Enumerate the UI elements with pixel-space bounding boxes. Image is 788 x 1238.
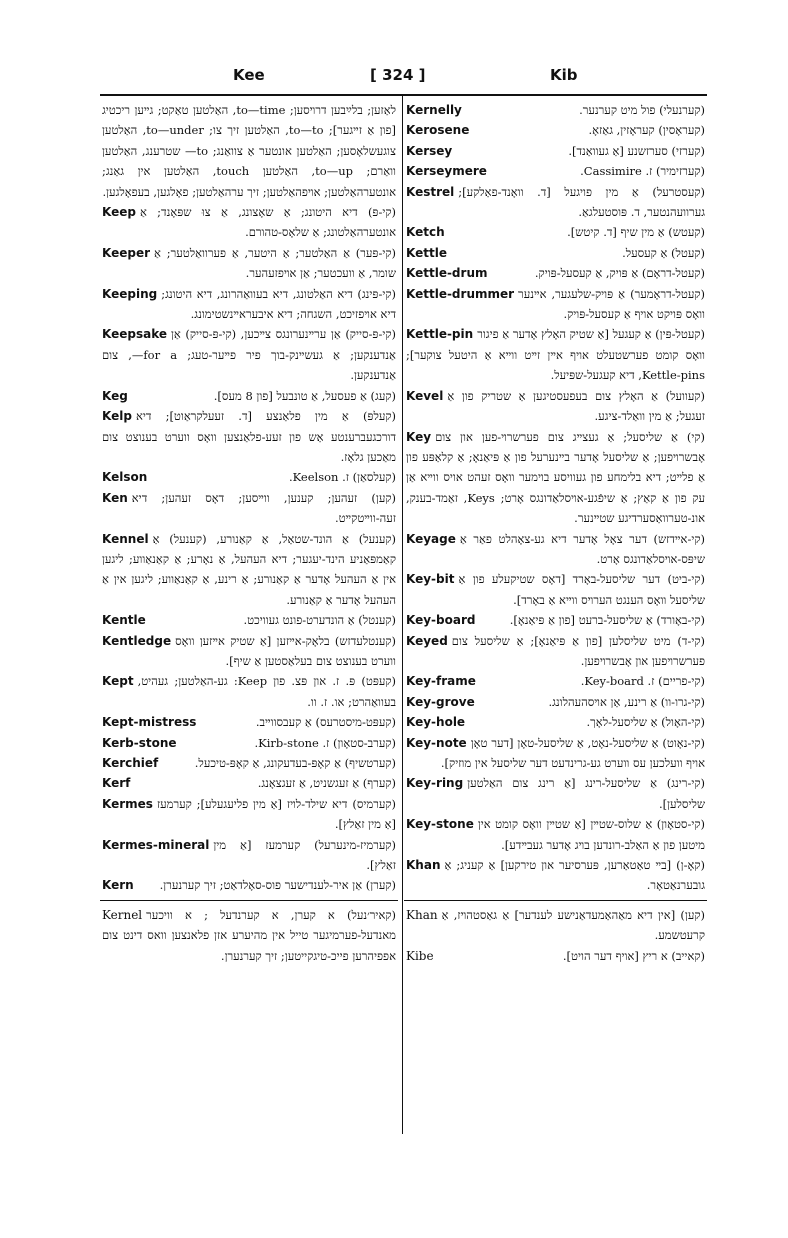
entry-definition: (קי-נאָוט) אַ שליסעל-נאָט, אַ שליסעל-טאָן [דער טאָן אויף וועלכען עס ווערט גע-גרינדעט דער שליסעל אין מוזיק]. xyxy=(440,735,705,770)
entry-headword: Kern xyxy=(102,878,134,893)
entry-definition: (קי-רינג) אַ שליסעל-רינג [אַ רינג צום האַלטען שליסלען]. xyxy=(467,776,705,811)
dictionary-entry xyxy=(100,386,398,406)
dictionary-entry xyxy=(100,773,398,793)
dictionary-entry xyxy=(100,875,398,895)
entry-headword: Key-frame xyxy=(406,674,476,689)
dictionary-entry xyxy=(100,406,398,467)
dictionary-entry xyxy=(404,712,707,732)
dictionary-entry xyxy=(100,733,398,753)
entry-headword: Kernel xyxy=(102,907,143,922)
entry-headword: Keep xyxy=(102,205,136,220)
entry-headword: Kentle xyxy=(102,613,146,628)
entry-headword: Kibe xyxy=(406,948,434,963)
entry-definition: (קעטל-דראָמער) אַ פּויק-שלעגער, אײנער וואָס פּויקט אויף אַ קעסעל-פּויק. xyxy=(518,286,705,322)
entry-definition: (קען) זעהען; קענען, ווײסען; דאָס זעהען; דיא זעה-ווײטקײט. xyxy=(131,490,396,526)
dictionary-entry xyxy=(100,753,398,773)
entry-headword: Khan xyxy=(406,858,441,873)
entry-definition: (קענעל) אַ הונד-שטאַל, אַ קאַנורע, (קענעל) אַ קאַמפּאַניע הינד-יעגער; דיא העהעל, אַ נאָרע; אַ קאַנאַווע; ליגען אין אַ העהעל אָדער אַ קאַנורע; אַ רינע, אַ קאַנאַווע; ליגען אין אַ העהעל אָדער אַ קאַנורע. xyxy=(102,531,396,607)
entry-headword: Kerchief xyxy=(102,756,159,770)
dictionary-entry xyxy=(404,141,707,161)
entry-definition: (קאיר׳נעל) א קערן, א קערנדעל ; א וויכער מאנדעל-פערמיגער טייל אין מהיערע אזן פלאנצען וואס דינט צום אפפיהרען פייכ-טיגקייטען; זיך קערנערן. xyxy=(102,907,396,963)
entry-definition: (קערב-סטאָון) ז. Kirb-stone. xyxy=(254,735,396,750)
dictionary-entry xyxy=(404,569,707,610)
entry-definition: (קי-ביט) דער שליסעל-באָרד [דאָס שטיקעלע פון אַ שליסעל וואָס הענגט הערױס ווײא אַ באָרד]. xyxy=(458,572,705,607)
dictionary-entry xyxy=(404,263,707,283)
entry-definition: (קערן) אַן איר-לענדישער פוס-סאָלדאַט; זיך קערנערן. xyxy=(159,878,396,893)
entry-definition: (קעלסאַן) ז. Keelson. xyxy=(288,470,396,485)
section-rule xyxy=(100,900,398,901)
dictionary-entry xyxy=(404,814,707,855)
dictionary-entry xyxy=(100,467,398,487)
entry-headword: Kettle xyxy=(406,245,447,260)
entry-definition: (קעפּט-מיסטרעס) אַ קעבסווײב. xyxy=(255,715,396,730)
entry-definition: (קעוועל) אַ האָלץ צום בעפעסטיגען אַ שטריק פון אַ זעגעל; אַ מין וואַלד-ציגע. xyxy=(447,388,705,424)
dictionary-entry xyxy=(100,712,398,732)
dictionary-entry xyxy=(100,324,398,385)
entry-definition: (קעפּט) פּ. ז. און פּצ. פון Keep: גע-האַלטען; געהיט, בעוואַהרט; או. ז. וו. xyxy=(137,674,396,709)
entry-headword: Kersey xyxy=(406,143,453,158)
entry-definition: (קי-באָורד) אַ שליסעל-ברעט [פון אַ פּיאַנאָ]. xyxy=(509,613,705,628)
right-guide-word: Kib xyxy=(550,66,578,84)
entry-definition: (קי) אַ שליסעל; אַ געצײג צום פערשרױ-פען און צום אָבשרױפען; אַ שליסעל אָדער בײנערעל פון אַ פּיאַנאָ; אַ קלאַפּע פון אַ פלײט; דיא בלימחע פון געוויסע בױמער וואָס זעהט אויס ווײא אַן עק פון אַ קאַץ; אַ שיפֿגע-אױסלאַדונגס אָרט; Keys, זאַמד-בענק, אונ-טערוואַסערדיגע שטײנער. xyxy=(406,429,705,526)
dictionary-entry xyxy=(404,905,707,946)
dictionary-entry xyxy=(100,202,398,243)
entry-definition: (קערטשיף) אַ קאָפּ-בעדעקונג, אַ קאָפּ-טיכעל. xyxy=(194,756,396,770)
entry-definition: (קי-פּער) אַ האַלטער; אַ היטער, אַ פערוואַלטער; אַ שומר, אַ וועכטער; אַן אױפזעהער. xyxy=(154,245,396,281)
entry-headword: Keeper xyxy=(102,245,151,260)
entry-definition: (קעג) אַ פעסעל, אַ טונבעל [פון 8 מעס]. xyxy=(213,388,396,403)
entry-headword: Kept-mistress xyxy=(102,715,197,730)
entry-headword: Key-stone xyxy=(406,817,474,832)
dictionary-entry xyxy=(100,488,398,529)
dictionary-entry xyxy=(404,161,707,181)
entry-headword: Keepsake xyxy=(102,327,167,342)
dictionary-entry xyxy=(404,773,707,814)
entry-headword: Kettle-drum xyxy=(406,266,488,281)
dictionary-entry xyxy=(404,733,707,774)
entry-definition: (קעטל) אַ קעסעל. xyxy=(622,245,705,260)
entry-definition: (קי-פריים) ז. Key-board. xyxy=(580,674,705,689)
entry-definition: (קעסטרעל) אַ מין פויגעל [ד. וואָנד-פאַלקע]; גערוועהנטער, ד. פּוסטעלגאַ. xyxy=(458,184,705,220)
entry-definition: (קי-אײדזש) דער צאָל אָדער דיא גע-צאָהלט פאַר אַ שיפּס-אױסלאַדונגס אָרט. xyxy=(459,531,705,566)
entry-definition: (קי-האָול) אַ שליסעל-לאָך. xyxy=(586,715,705,730)
entry-definition: (קעטש) אַ מין שיף [ד. קיטש]. xyxy=(567,225,705,240)
entry-definition: (קעראָסין) קעראָזין, גאַזאָ. xyxy=(588,123,705,138)
dictionary-entry xyxy=(100,100,398,202)
section-rule xyxy=(404,900,707,901)
dictionary-entry xyxy=(404,855,707,896)
dictionary-entry xyxy=(100,631,398,672)
entry-headword: Kerf xyxy=(102,776,131,791)
dictionary-entry xyxy=(100,794,398,835)
dictionary-entry xyxy=(404,324,707,385)
header-rule xyxy=(100,94,707,96)
dictionary-entry xyxy=(404,692,707,712)
entry-definition: (קי-פּ) דיא היטונג; אַ שאָצונג, אַ צוּ שפּאָנד; אַ אונטערהאַלטונג; אַ שלאָס-טהורם. xyxy=(139,205,396,240)
entry-headword: Kelson xyxy=(102,470,148,485)
entry-headword: Kerb-stone xyxy=(102,735,177,750)
dictionary-entry xyxy=(404,610,707,630)
entry-definition: (קען) [אין דיא מאַהאַמעדאַנישע לענדער] אַ גאַסטהױז, אַ קרעטשמע. xyxy=(441,907,705,943)
page-header xyxy=(100,60,708,90)
dictionary-entry xyxy=(404,284,707,325)
entry-headword: Keyed xyxy=(406,633,448,648)
entry-headword: Key-grove xyxy=(406,694,475,709)
entry-headword: Kerosene xyxy=(406,123,470,138)
dictionary-entry xyxy=(100,671,398,712)
entry-headword: Key xyxy=(406,429,432,444)
dictionary-entry xyxy=(404,120,707,140)
dictionary-entry xyxy=(404,631,707,672)
entry-headword: Key-ring xyxy=(406,776,464,791)
entry-definition: (קערנעלי) פול מיט קערנער. xyxy=(579,103,705,117)
left-column xyxy=(100,100,398,966)
entry-headword: Khan xyxy=(406,907,438,922)
entry-definition: (קי-ד) מיט שליסלען [פון אַ פּיאַנאָ]; אַ שליסעל צום פערשרױפען און אָבשרױפען. xyxy=(451,633,705,668)
entry-headword: Key-board xyxy=(406,613,476,628)
entry-headword: Key-note xyxy=(406,735,467,750)
dictionary-entry xyxy=(100,610,398,630)
entry-headword: Keg xyxy=(102,388,128,403)
page-number: [ 324 ] xyxy=(370,66,426,84)
entry-headword: Kept xyxy=(102,674,134,689)
entry-headword: Key-bit xyxy=(406,572,455,587)
entry-definition: (קערף) אַ זעגשניט, אַ זעגצאָנג. xyxy=(257,776,396,791)
entry-headword: Keeping xyxy=(102,286,158,301)
entry-definition: (קערזי) סערזשנע [אַ געוואַנד]. xyxy=(568,143,705,158)
entry-headword: Kestrel xyxy=(406,184,455,199)
entry-definition: (קענטל) אַ הונדערט-פונט געוויכט. xyxy=(243,613,396,628)
dictionary-entry xyxy=(100,529,398,611)
entry-definition: לאַזען; בלײַבען דרױסען; to—time, האַלטען טאַקט; גײען ריכטיג [פון אַ זײגער]; to—to, האַלטען זיך צו; to—under, האַלטען צוגעשלאָסען; האַלטען אונטער אַ צוואַנג; to— שטרענג, האַלטען וואַרם; to—up, האַלטען touch, האַלטען אין גאַנג; אונטערהאַלטען; אױפהאַלטען; זיך ערהאַלטען; פאָלגען, בעפאָלגען. xyxy=(102,103,396,199)
entry-definition: (קי-פּ-סייק) אַן ערײנערונגס צײכען, (קי-פּ-סייק) אַן אַנדענקען; אַ געשײנק-בוך פיר פײער-טעג; for a—, צום אַנדענקען. xyxy=(102,327,396,383)
entry-headword: Kettle-drummer xyxy=(406,286,515,301)
column-divider xyxy=(402,94,403,1134)
dictionary-entry xyxy=(404,671,707,691)
entry-definition: (קעטל-דראָם) אַ פּויק, אַ קעסעל-פּויק. xyxy=(534,266,705,281)
dictionary-entry xyxy=(100,905,398,966)
dictionary-entry xyxy=(100,243,398,284)
entry-definition: (קערמיז-מינערעל) קערמעז [אַ מין זאַלץ]. xyxy=(213,837,396,873)
entry-headword: Kernelly xyxy=(406,103,462,117)
entry-definition: (קי-סטאָון) אַ שלוס-שטײן [אַ שטײן וואָס קומט אין מיטען פון אַ האַלב-רונדען בױג אָדער געבײדע]. xyxy=(477,817,705,852)
dictionary-entry xyxy=(404,427,707,529)
entry-headword: Kelp xyxy=(102,409,132,424)
dictionary-entry xyxy=(404,222,707,242)
entry-definition: (קערמיס) דיא שילד-לױז [אַ מין פליעגעלע]; קערמעז [אַ מין זאַלץ]. xyxy=(156,796,396,832)
entry-headword: Kermes-mineral xyxy=(102,837,210,852)
entry-definition: (קעטל-פּין) אַ קעגעל [אַ שטיק האָלץ אָדער אַ פיגור וואָס קומט פערשטעלט אויף אײן זײט ווײא אַ היטעל צוקער]; Kettle-pins, דיא קעגעל-שפּיעל. xyxy=(406,327,705,383)
entry-definition: (קערזימיר) ז. Cassimire. xyxy=(580,164,705,179)
entry-definition: (קי-גרו-וו) אַ רינע, אַן אױסהעהלונג. xyxy=(548,694,705,709)
entry-definition: (קי-פּינג) דיא האַלטונג, דיא בעוואַהרונג, דיא היטונג; דיא אױפזיכט, השגחה; דיא איבעראײנשטימונג. xyxy=(161,286,396,322)
entry-headword: Ken xyxy=(102,490,128,505)
entry-headword: Keyage xyxy=(406,531,456,546)
dictionary-entry xyxy=(100,284,398,325)
entry-headword: Kennel xyxy=(102,531,149,546)
entry-headword: Kettle-pin xyxy=(406,327,474,342)
entry-definition: (קענטלעדזש) בלאָק-אײזען [אַ שטיק אײזען וואָס ווערט בענוצט צום בעלאַסטען אַ שיף]. xyxy=(175,633,396,668)
entry-headword: Key-hole xyxy=(406,715,466,730)
entry-headword: Kevel xyxy=(406,388,444,403)
dictionary-entry xyxy=(404,100,707,120)
entry-definition: (קעלפּ) אַ מין פלאַנצע [ד. זעעלקראַוט]; דיא דורכגעברענטע אַש פון זעע-פלאַנצען וואָס ווערט בענוצט צום מאַכען גלאָז. xyxy=(102,409,396,464)
dictionary-entry xyxy=(404,386,707,427)
dictionary-entry xyxy=(404,529,707,570)
entry-headword: Ketch xyxy=(406,225,445,240)
entry-definition: (קאָ-ן) [בײ טאַטאַרען, פּערסיער און טירקען] אַ קעניג; אַ גובערנאַטאָר. xyxy=(444,858,705,893)
right-column xyxy=(404,100,707,966)
left-guide-word: Kee xyxy=(233,66,265,84)
dictionary-entry xyxy=(100,835,398,876)
dictionary-entry xyxy=(404,182,707,223)
entry-headword: Kermes xyxy=(102,796,153,811)
entry-headword: Kentledge xyxy=(102,633,172,648)
dictionary-entry xyxy=(404,243,707,263)
entry-definition: (קאייב) א ריץ [אויף דער הויט]. xyxy=(562,948,705,963)
dictionary-entry xyxy=(404,946,707,966)
entry-headword: Kerseymere xyxy=(406,164,487,179)
